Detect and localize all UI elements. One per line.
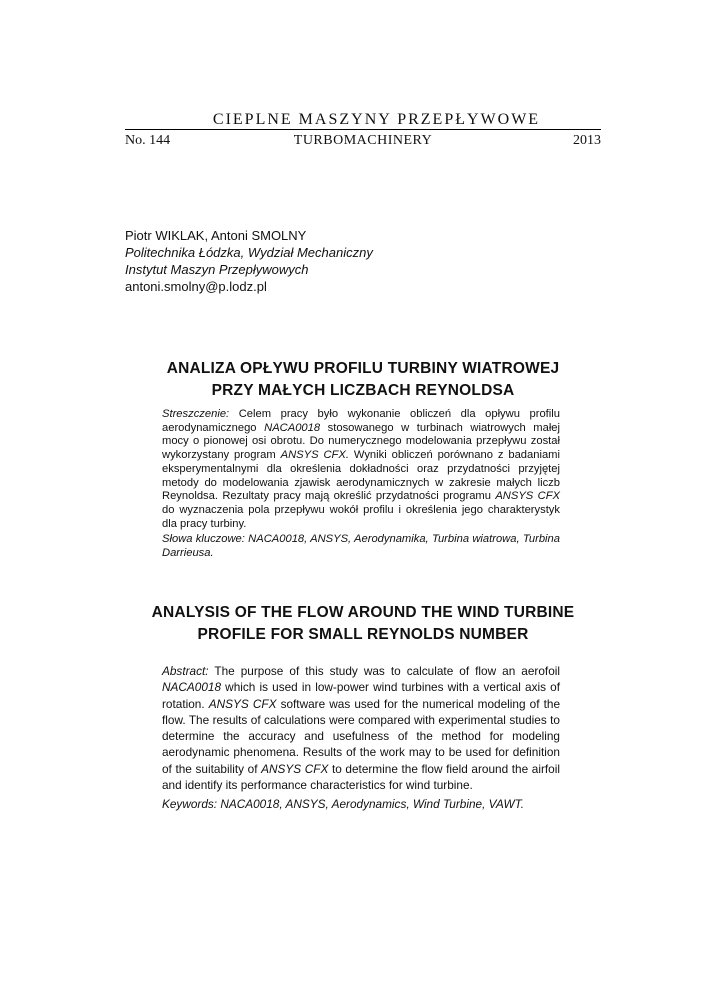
english-keywords: Keywords: NACA0018, ANSYS, Aerodynamics, Wind Turbine, VAWT. — [162, 797, 525, 812]
journal-title: CIEPLNE MASZYNY PRZEPŁYWOWE — [212, 111, 541, 128]
header-divider — [125, 129, 601, 130]
journal-subtitle: TURBOMACHINERY — [293, 133, 433, 148]
author-email[interactable]: antoni.smolny@p.lodz.pl — [125, 279, 267, 294]
polish-abstract-text: Streszczenie: Celem pracy było wykonanie obliczeń dla opływu profilu aerodynamicznego NACA0018 stosowanego w turbinach wiatrowych małej mocy o pionowej osi obrotu. Do numerycznego modelowania przepływu został wykorzystany program ANSYS CFX. Wyniki obliczeń porównano z badaniami eksperymentalnymi dla określenia dokładności oraz przydatności przyjętej metody do modelowania zjawisk aerodynamicznych w zakresie małych liczb Reynoldsa. Rezultaty pracy mają określić przydatności programu ANSYS CFX do wyznaczenia pola przepływu wokół profilu i określenia jego charakterystyk dla pracy turbiny. — [162, 408, 561, 530]
english-title-line-1: ANALYSIS OF THE FLOW AROUND THE WIND TURBINE — [151, 604, 575, 621]
english-abstract-text: Abstract: The purpose of this study was to calculate of flow an aerofoil NACA0018 which is used in low-power wind turbines with a vertical axis of rotation. ANSYS CFX software was used for the numerical modeling of the flow. The results of calculations were compared with experimental studies to determine the accuracy and usefulness of the method for modeling aerodynamic phenomena. Results of the work may to be used for definition of the suitability of ANSYS CFX to determine the flow field around the airfoil and identify its performance characteristics for wind turbine. — [162, 664, 561, 793]
issue-number: No. 144 — [125, 133, 171, 148]
english-title-line-2: PROFILE FOR SMALL REYNOLDS NUMBER — [197, 626, 529, 643]
english-abstract — [162, 663, 560, 813]
polish-abstract — [162, 408, 560, 561]
journal-header — [125, 131, 601, 151]
polish-title — [125, 358, 601, 402]
polish-abstract-label: Streszczenie: — [162, 408, 230, 420]
polish-title-line-1: ANALIZA OPŁYWU PROFILU TURBINY WIATROWEJ — [166, 360, 560, 377]
english-title — [125, 602, 601, 646]
english-abstract-label: Abstract: — [162, 664, 209, 678]
author-block — [125, 227, 525, 295]
affiliation-institute: Instytut Maszyn Przepływowych — [125, 262, 309, 277]
author-names: Piotr WIKLAK, Antoni SMOLNY — [125, 228, 307, 243]
affiliation-university: Politechnika Łódzka, Wydział Mechaniczny — [125, 245, 373, 260]
issue-year: 2013 — [573, 133, 601, 148]
polish-keywords: Słowa kluczowe: NACA0018, ANSYS, Aerodynamika, Turbina wiatrowa, Turbina Darrieusa. — [162, 533, 560, 560]
polish-title-line-2: PRZY MAŁYCH LICZBACH REYNOLDSA — [211, 382, 515, 399]
